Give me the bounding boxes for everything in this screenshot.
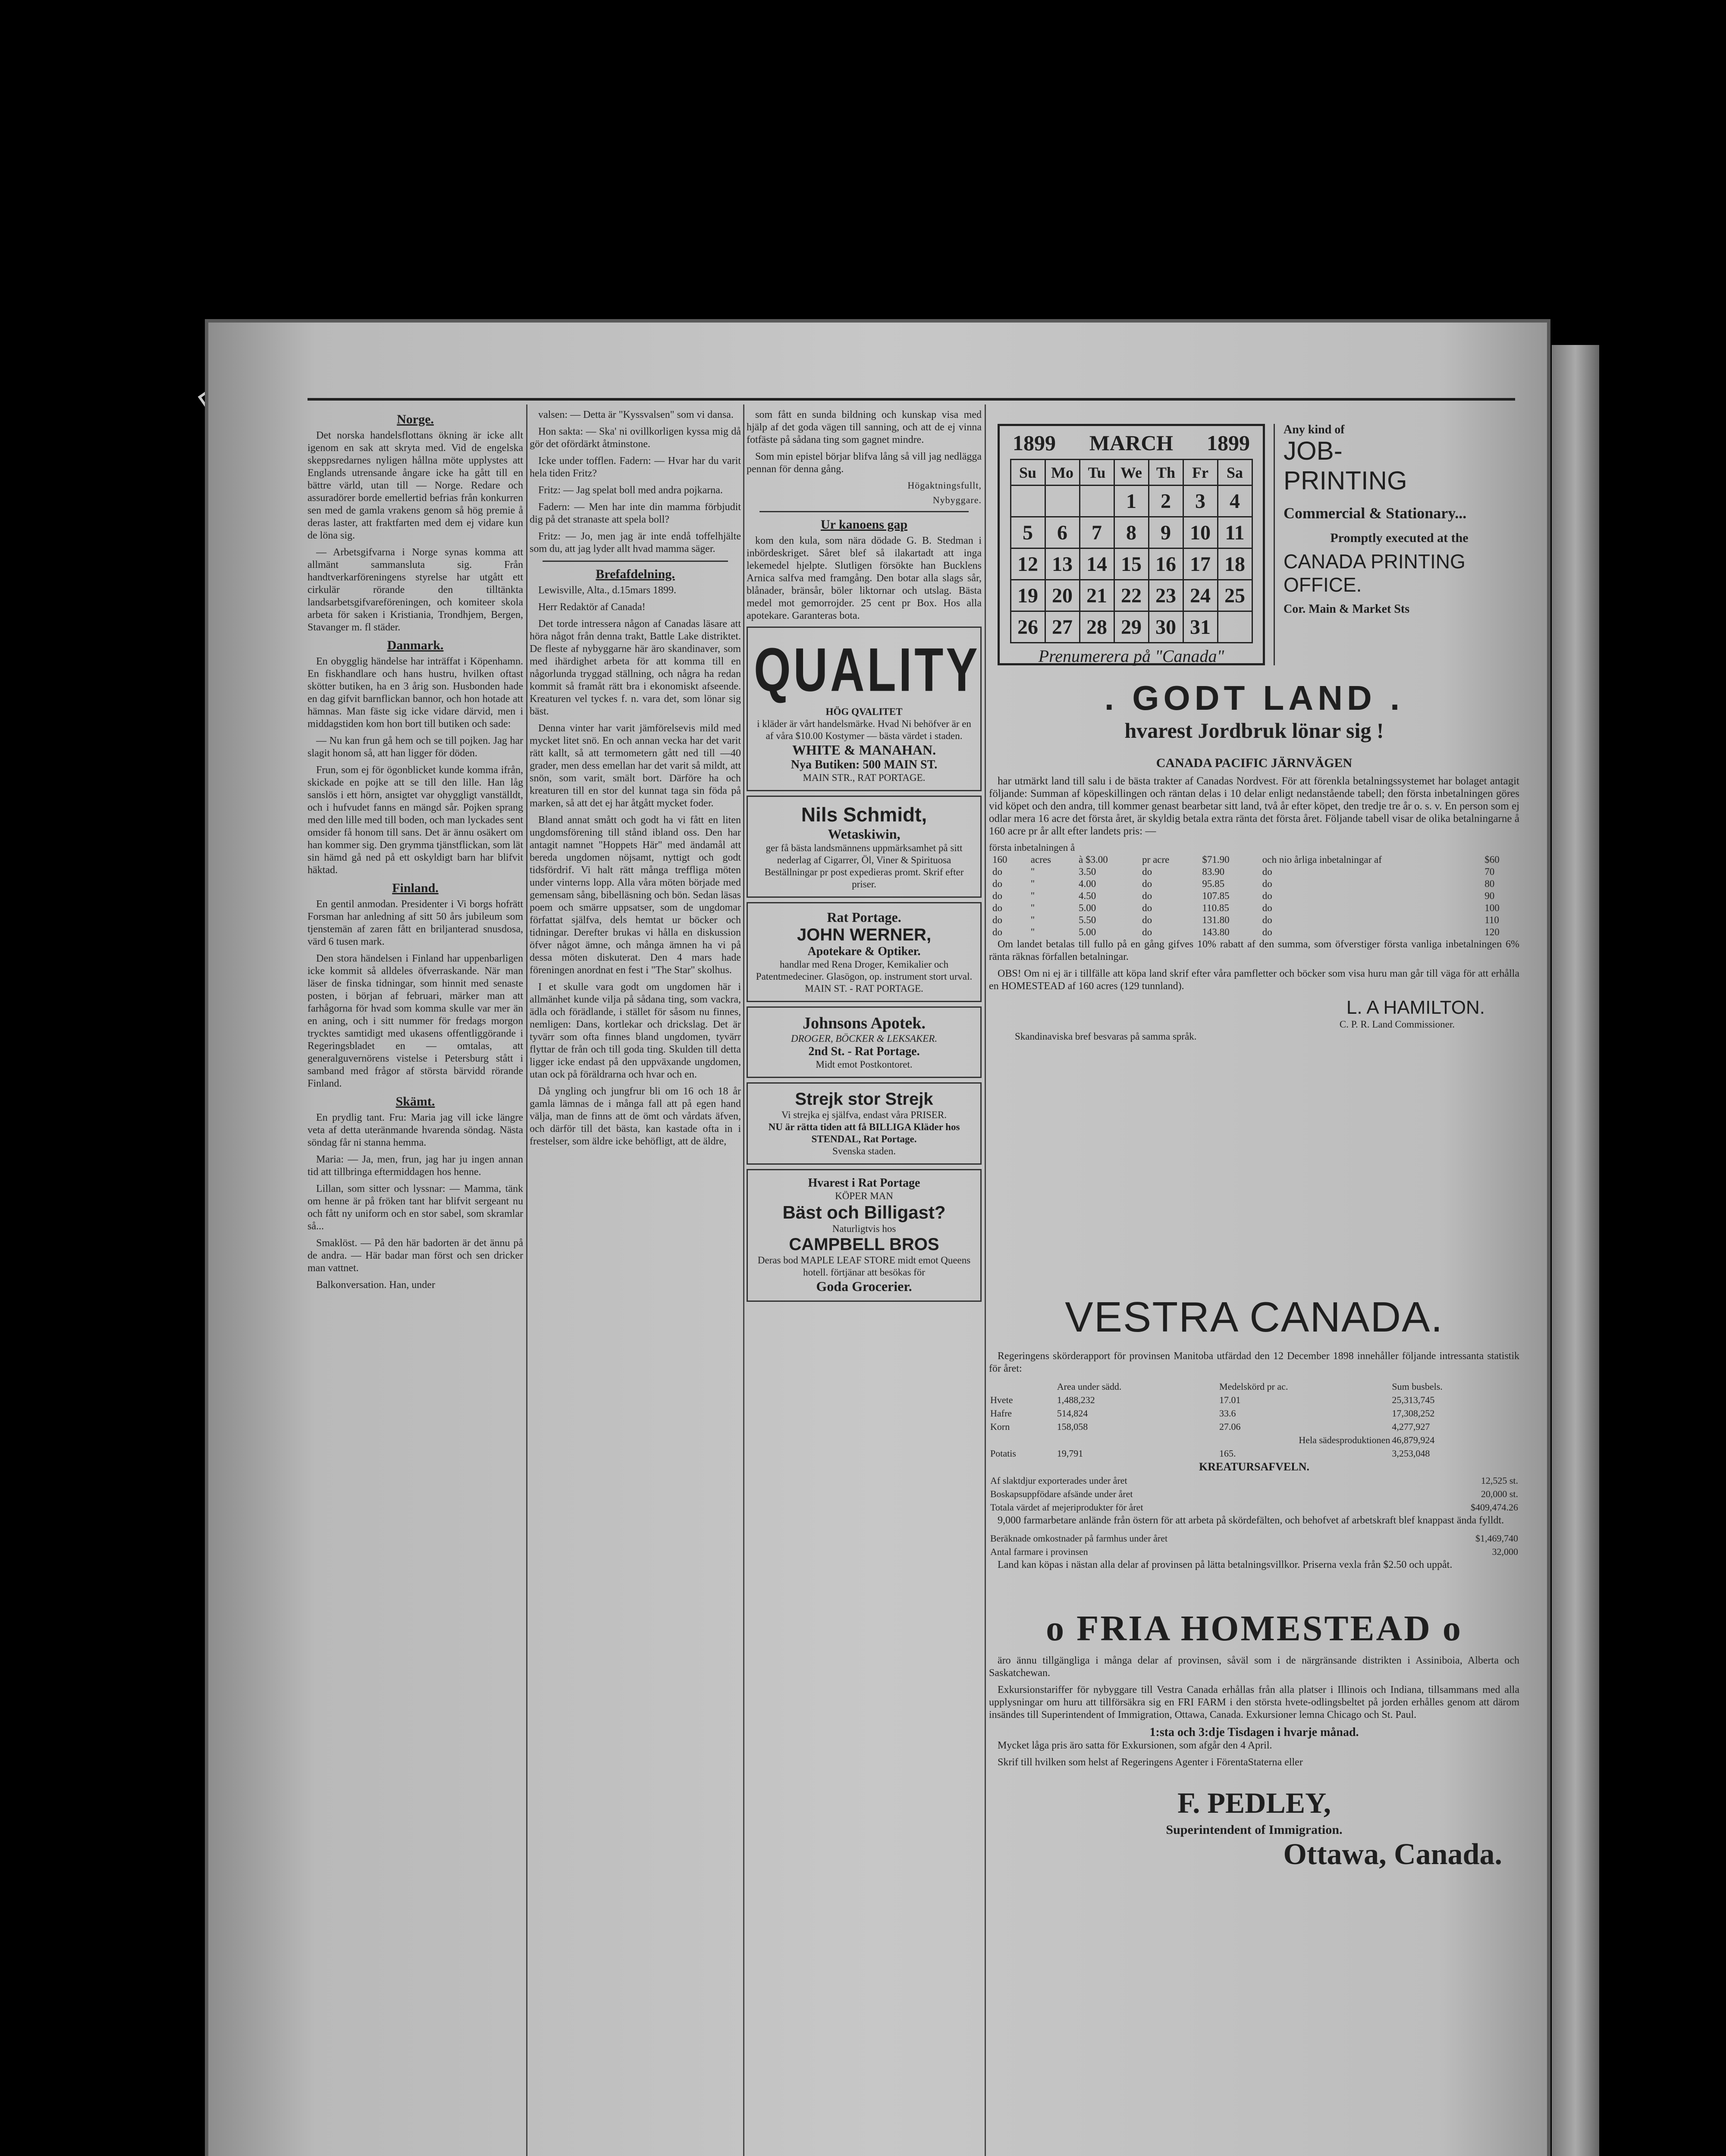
arnica-ad: kom den kula, som nära dödade G. B. Stedman i inbördeskriget. Såret blef så ilakartadt att inga lekemedel hjelpte. Slutligen försökte han Bucklens Arnica salfva med framgång. Den botar alla slags sår, blånader, bränsår, böler liktornar och utslag. Bästa medel mot gemorrojder. 25 cent pr Box. Hos alla apotekare. Garanteras bota. <box>747 535 982 621</box>
cell: 3,253,048 <box>1392 1448 1430 1459</box>
skamt-text-3: Lillan, som sitter och lyssnar: — Mamma, tänk om henne är på fröken tant har blifvit sergeant nu och fått ny uniform och en stor sabel, som skramlar så... <box>308 1183 523 1232</box>
brefafdelning-heading: Brefafdelning. <box>596 567 675 581</box>
top-rule <box>308 398 1515 401</box>
bast-billigast: Bäst och Billigast? <box>782 1202 946 1222</box>
vestra-title: VESTRA CANADA. <box>1065 1293 1444 1341</box>
letter-cont-1: som fått en sunda bildning och kunskap visa med hjälp af det goda vägen till sanning, och att de ej vinna fotfäste på sådana ting som gagnet mindre. <box>747 409 982 445</box>
column-3 <box>747 409 982 1306</box>
vestra-intro: Regeringens skörderapport för provinsen Manitoba utfärdad den 12 December 1898 innehåller följande intressanta statistik för året: <box>989 1351 1519 1374</box>
skamt-heading: Skämt. <box>395 1094 435 1109</box>
cell: 25,313,745 <box>1392 1395 1435 1405</box>
cell: do <box>1262 903 1272 913</box>
goda-grocerier: Goda Grocerier. <box>816 1279 912 1294</box>
calendar-day-header-row <box>1010 460 1252 486</box>
cell: 143.80 <box>1202 927 1230 937</box>
naturligtvis: Naturligtvis hos <box>832 1223 896 1234</box>
joke-line-4: Fritz: — Jag spelat boll med andra pojkarna. <box>538 485 723 496</box>
calendar-day: 8 <box>1114 517 1149 548</box>
cell: do <box>1142 878 1152 889</box>
cell: " <box>1030 878 1035 889</box>
finland-article-2: Den stora händelsen i Finland har uppenbarligen icke kommit så alldeles öfverraskande. När man läser de finska tidningar, som hinnit med senaste posten, i början af februari, märker man att farhågorna för hvad som komma skulle var mer än en aning, och i sitt nummer för fredags morgon trycktes samtidigt med ukasens offentliggörande i Regeringsbladet en — omtalas, att generalguvernörens vistelse i Petersburg stått i samband med frågor af största bärvidd rörande Finland. <box>308 953 523 1089</box>
danmark-article-3: Frun, som ej för ögonblicket kunde komma ifrån, skickade en pojke att se till den lille. Han låg sanslös i ett hörn, ansigtet var ohyggligt vanställdt, och i hufvudet fanns en mängd sår. Pojken sprang med den lille med till boden, och man lyckades sent omsider få honom till sans. Det är ännu osäkert om han kommer sig. Den grymma tjänstflickan, som lät sin hämd gå ned på ett oskyldigt barn har blifvit häktad. <box>308 765 523 876</box>
white-manahan: WHITE & MANAHAN. <box>792 742 936 758</box>
cell: 160 <box>992 854 1007 865</box>
cell: 131.80 <box>1202 915 1230 925</box>
job-l5: Promptly executed at the <box>1330 531 1469 545</box>
cell: Area under sädd. <box>1057 1381 1122 1392</box>
calendar-month: MARCH <box>1089 431 1174 455</box>
cell: 80 <box>1484 878 1495 889</box>
cell: " <box>1030 915 1035 925</box>
job-l7: Cor. Main & Market Sts <box>1284 602 1410 616</box>
strejk-ad <box>747 1082 982 1165</box>
campbell-text: Deras bod MAPLE LEAF STORE midt emot Queens hotell. förtjänar att besökas för <box>757 1255 971 1278</box>
payment-row <box>989 854 1519 866</box>
calendar-day: 24 <box>1183 580 1218 611</box>
calendar-day: 20 <box>1045 580 1080 611</box>
cell: 17.01 <box>1219 1395 1241 1405</box>
cell: $60 <box>1484 854 1500 865</box>
letter-body-2: Denna vinter har varit jämförelsevis mild med mycket litet snö. En och annan vecka har det varit rätt kallt, så att termometern gått ned till —40 grader, men dess emellan har det varit så mildt, att snön, som varit, smält bort. Därföre ha och kreaturen till en stor del kunnat taga sin föda på marken, så att det ej har åtgått mycket foder. <box>530 723 741 809</box>
nils-text: ger få bästa landsmännens uppmärksamhet på sitt nederlag af Cigarrer, Öl, Viner & Spirituosa <box>766 843 963 865</box>
cell: " <box>1030 927 1035 937</box>
cell: à $3.00 <box>1078 854 1108 865</box>
cell: do <box>992 866 1002 877</box>
campbell-name: CAMPBELL BROS <box>789 1235 939 1254</box>
fria-title: o FRIA HOMESTEAD o <box>1046 1608 1462 1648</box>
letter-place-date: Lewisville, Alta., d.15mars 1899. <box>538 585 676 596</box>
cell: 110.85 <box>1202 903 1229 913</box>
cell: 4.50 <box>1078 890 1096 901</box>
joke-line-1: valsen: — Detta är "Kyssvalsen" som vi dansa. <box>538 409 734 420</box>
calendar-day: 31 <box>1183 611 1218 643</box>
fria-text-2: Exkursionstariffer för nybyggare till Vestra Canada erhållas från alla platser i Illinois och Indiana, tillsammans med alla upplysningar om huru att tillförsäkra sig en FRI FARM i den största hvete-odlingsbeltet på jorden erhålles genom att därom insändes till Superintendent of Immigration, Ottawa, Canada. Exkursioner lemna Chicago och St. Paul. <box>989 1684 1519 1720</box>
column-4 <box>989 409 1519 2156</box>
wm-address-2: MAIN STR., RAT PORTAGE. <box>803 772 926 783</box>
cell: do <box>992 927 1002 937</box>
johnsons-name: Johnsons Apotek. <box>802 1014 926 1032</box>
johnsons-text: DROGER, BÖCKER & LEKSAKER. <box>791 1033 938 1044</box>
cell: 32,000 <box>1492 1546 1518 1557</box>
calendar-day: 27 <box>1045 611 1080 643</box>
calendar-day: 17 <box>1183 548 1218 580</box>
column-rule-3 <box>985 404 986 2156</box>
cell: do <box>992 890 1002 901</box>
joke-line-5: Fadern: — Men har inte din mamma förbjudit dig på det stranaste att spela boll? <box>530 501 741 525</box>
crop-total <box>990 1434 1519 1446</box>
cell: Medelskörd pr ac. <box>1219 1381 1288 1392</box>
cell: do <box>992 903 1002 913</box>
calendar-week <box>1010 517 1252 548</box>
cell: $1,469,740 <box>1475 1533 1518 1544</box>
calendar-day: 11 <box>1218 517 1252 548</box>
calendar-day: 13 <box>1045 548 1080 580</box>
job-l3: PRINTING <box>1284 466 1407 495</box>
column-1 <box>308 409 523 1296</box>
cell: do <box>1262 878 1272 889</box>
calendar-day: 5 <box>1010 517 1045 548</box>
vestra-canada-ad <box>989 1293 1519 1576</box>
ottawa-canada: Ottawa, Canada. <box>1283 1838 1502 1871</box>
strejk-title: Strejk stor Strejk <box>795 1090 933 1109</box>
calendar-day: 19 <box>1010 580 1045 611</box>
cell: 90 <box>1484 890 1495 901</box>
pedley-title: Superintendent of Immigration. <box>1166 1823 1343 1837</box>
cell: 12,525 st. <box>1481 1475 1518 1486</box>
cell: do <box>992 915 1002 925</box>
letter-sign-1: Högaktningsfullt, <box>907 480 982 491</box>
job-l6: CANADA PRINTING OFFICE. <box>1284 550 1466 596</box>
cell: och nio årliga inbetalningar af <box>1262 854 1382 865</box>
letter-body-1: Det torde intressera någon af Canadas läsare att höra något från denna trakt, Battle Lake distriktet. De fleste af nybyggarne här äro skandinaver, som med ihärdighet arbeta för att komma till en någorlunda tryggad ställning, och några ha redan kommit så framåt rätt bra i ekonomiskt afseende. Kreaturen vel tyckes f. n. vara det, som lönar sig bäst. <box>530 618 741 717</box>
cell: 95.85 <box>1202 878 1225 889</box>
quality-subhead: HÖG QVALITET <box>825 706 903 717</box>
cell: acres <box>1030 854 1051 865</box>
payment-row <box>989 926 1519 938</box>
cell: 83.90 <box>1202 866 1225 877</box>
strejk-text-2: NU är rätta tiden att få BILLIGA Kläder hos STENDAL, Rat Portage. <box>768 1122 960 1144</box>
kreatur-heading: KREATURSAFVELN. <box>1199 1460 1309 1473</box>
calendar-day: 16 <box>1149 548 1183 580</box>
crop-table <box>989 1379 1519 1460</box>
column-rule-1 <box>526 404 527 2156</box>
calendar-year-left: 1899 <box>1013 431 1056 455</box>
calendar-day: 4 <box>1218 486 1252 517</box>
godt-land-ad <box>989 678 1519 1043</box>
fria-homestead-ad <box>989 1608 1519 1872</box>
first-payment-label: första inbetalningen å <box>989 842 1075 853</box>
cell: 5.00 <box>1078 927 1096 937</box>
cost-table <box>989 1531 1519 1559</box>
kanoens-heading: Ur kanoens gap <box>820 517 908 532</box>
calendar-day: 2 <box>1149 486 1183 517</box>
hamilton-sign: L. A HAMILTON. <box>1346 997 1485 1018</box>
cell: do <box>1262 927 1272 937</box>
day-head: Fr <box>1183 460 1218 486</box>
nils-name: Nils Schmidt, <box>801 803 927 826</box>
finland-heading: Finland. <box>392 881 439 895</box>
joke-line-3: Icke under tofflen. Fadern: — Hvar har du varit hela tiden Fritz? <box>530 455 741 479</box>
excursion-dates: 1:sta och 3:dje Tisdagen i hvarje månad. <box>1149 1726 1359 1739</box>
cell: 4,277,927 <box>1392 1421 1430 1432</box>
fria-text-4: Skrif till hvilken som helst af Regeringens Agenter i FörentaStaterna eller <box>998 1757 1303 1768</box>
cell: 4.00 <box>1078 878 1096 889</box>
calendar-footer: Prenumerera på "Canada" <box>1038 646 1224 666</box>
danmark-article-2: — Nu kan frun gå hem och se till pojken. Jag har slagit honom så, att han ligger för döden. <box>308 735 523 759</box>
cell: do <box>1142 903 1152 913</box>
payment-row <box>989 902 1519 914</box>
cell: do <box>1142 915 1152 925</box>
letter-sign-2: Nybyggare. <box>932 495 982 505</box>
john-werner-ad <box>747 902 982 1002</box>
johnsons-apotek-ad <box>747 1006 982 1078</box>
column-2 <box>530 409 741 1152</box>
skamt-text-5: Balkonversation. Han, under <box>316 1279 435 1291</box>
letter-body-4: I et skulle vara godt om ungdomen här i allmänhet kunde vilja på sådana ting, som vackra, ädla och förädlande, i stället för såsom nu finnes, nemligen: Dans, kortlekar och drickslag. Det är tyvärr som ofta finnes bland ungdomen, tyvärr flyttar de från och till goda ting. Skulden till detta ligger icke endast på den uppväxande ungdomen, utan ock på föräldrarna och hvar och en. <box>530 981 741 1080</box>
kopa-label: KÖPER MAN <box>835 1191 893 1201</box>
jw-name: JOHN WERNER, <box>797 925 932 944</box>
livestock-row <box>990 1474 1519 1487</box>
cell <box>990 1380 1056 1393</box>
cell: Antal farmare i provinsen <box>990 1546 1088 1557</box>
skamt-text-2: Maria: — Ja, men, frun, jag har ju ingen annan tid att tillbringa eftermiddagen hos henne. <box>308 1154 523 1178</box>
cell: 3.50 <box>1078 866 1096 877</box>
calendar-day <box>1218 611 1252 643</box>
skandinaviska-note: Skandinaviska bref besvaras på samma språk. <box>1015 1031 1197 1042</box>
job-l2: JOB- <box>1284 436 1343 465</box>
day-head: Mo <box>1045 460 1080 486</box>
calendar-week <box>1010 548 1252 580</box>
potato-row <box>990 1447 1519 1460</box>
calendar-grid <box>1010 459 1253 643</box>
calendar-day <box>1080 486 1114 517</box>
job-l4: Commercial & Stationary... <box>1284 505 1467 522</box>
cell: 158,058 <box>1057 1421 1088 1432</box>
payment-row <box>989 866 1519 878</box>
quality-wordmark: QUALITY <box>754 635 980 705</box>
joke-line-2: Hon sakta: — Ska' ni ovillkorligen kyssa mig då gör det ofördärkt åtminstone. <box>530 426 741 450</box>
calendar-header <box>1004 430 1258 459</box>
cost-row <box>990 1532 1519 1545</box>
cell: 110 <box>1484 915 1499 925</box>
calendar-day: 22 <box>1114 580 1149 611</box>
calendar-day: 18 <box>1218 548 1252 580</box>
cell: Beräknade omkostnader på farmhus under året <box>990 1533 1168 1544</box>
payment-row <box>989 914 1519 926</box>
crop-row <box>990 1420 1519 1433</box>
calendar-week <box>1010 580 1252 611</box>
quality-text: i kläder är vårt handelsmärke. Hvad Ni behöfver är en af våra $10.00 Kostymer — bästa värdet i staden. <box>757 718 971 741</box>
calendar-day: 6 <box>1045 517 1080 548</box>
calendar-day: 14 <box>1080 548 1114 580</box>
hamilton-title: C. P. R. Land Commissioner. <box>1339 1019 1455 1030</box>
cell: 514,824 <box>1057 1408 1088 1419</box>
cell: $71.90 <box>1202 854 1230 865</box>
calendar-day: 30 <box>1149 611 1183 643</box>
cell: Korn <box>990 1421 1010 1432</box>
cell: 70 <box>1484 866 1495 877</box>
calendar-week <box>1010 611 1252 643</box>
danmark-heading: Danmark. <box>387 638 444 652</box>
finland-article: En gentil anmodan. Presidenter i Vi borgs hofrätt Forsman har anledning af sitt 50 års jubileum som tjenstemän af zaren fått en briljanterad snusdosa, värd 6 tusen mark. <box>308 899 523 947</box>
campbell-bros-ad <box>747 1169 982 1302</box>
nils-town: Wetaskiwin, <box>828 826 901 842</box>
cell: 5.50 <box>1078 915 1096 925</box>
jw-address: MAIN ST. - RAT PORTAGE. <box>805 983 923 994</box>
cell: " <box>1030 890 1035 901</box>
calendar-day: 28 <box>1080 611 1114 643</box>
johnsons-address: 2nd St. - Rat Portage. <box>808 1045 920 1058</box>
cost-row <box>990 1545 1519 1558</box>
strejk-text: Vi strejka ej själfva, endast våra PRISER. <box>781 1109 947 1120</box>
cell: Hela sädesproduktionen <box>1299 1435 1390 1445</box>
fria-text-3: Mycket låga pris äro satta för Exkursionen, som afgår den 4 April. <box>998 1740 1272 1751</box>
godt-sub: hvarest Jordbruk lönar sig ! <box>1124 718 1384 743</box>
calendar-day: 3 <box>1183 486 1218 517</box>
calendar-day: 15 <box>1114 548 1149 580</box>
calendar-day: 1 <box>1114 486 1149 517</box>
danmark-article: En obygglig händelse har inträffat i Köpenhamn. En fiskhandlare och hans hustru, hvilken oftast skötter butiken, ha en 3 årig son. Husbonden hade en dag gifvit barnflickan bannor, och hon hotade att hämnas. Man fäste sig icke vidare därvid, men i middagstiden kom hon bort till butiken och sade: <box>308 656 523 730</box>
job-printing-ad <box>1274 424 1515 665</box>
nils-schmidt-ad <box>747 796 982 898</box>
cell: do <box>1142 890 1152 901</box>
cell: do <box>1142 866 1152 877</box>
cell: Sum busbels. <box>1392 1381 1443 1392</box>
norge-article: Det norska handelsflottans ökning är icke allt igenom en sak att skryta med. Vid de engelska skeppsredarnes nyligen hållna möte upplystes att Englands utrensande ångare icke ha gått till en bättre värld, utan till — Norge. Redare och assuradörer borde emellertid befrias från konkurren sen med de gamla vrakens genom så hög premie å deras laster, att fraktfarten med dem ej vidare kun de löna sig. <box>308 430 523 541</box>
calendar-day: 7 <box>1080 517 1114 548</box>
obs-text: OBS! Om ni ej är i tillfälle att köpa land skrif efter våra pamfletter och böcker som visa huru man går till väga för att erhålla en HOMESTEAD af 160 acres (129 tunnland). <box>989 968 1519 992</box>
cell: 5.00 <box>1078 903 1096 913</box>
wm-address: Nya Butiken: 500 MAIN ST. <box>791 758 938 771</box>
cell: $409,474.26 <box>1471 1502 1518 1513</box>
cell: " <box>1030 903 1035 913</box>
letter-body-3: Bland annat smått och godt ha vi fått en liten ungdomsförening till stånd ibland oss. Den har antagit namnet "Hoppets Här" med ändamål att bereda ungdomen nöjsamt, nyttigt och godt tidsfördrif. Vi halt rätt många treffliga möten under vinterns lopp. Alla våra möten började med gemensam sång, bibelläsning och bön. Sedan läsas poem och smärre uppsatser, som de ungdomar författat själfva, dels hemtat ur böcker och tidningar. Derefter brukas vi hålla en diskussion öfver något ämne, och många ämnen ha vi på dessa möten diskuterat. Den 4 mars hade föreningen anordnat en fest i "The Star" skolhus. <box>530 815 741 976</box>
newspaper-page <box>205 319 1550 2156</box>
livestock-row <box>990 1501 1519 1514</box>
cell: 1,488,232 <box>1057 1395 1095 1405</box>
cell: do <box>1262 915 1272 925</box>
farmarbetare-text: 9,000 farmarbetare anlände från östern för att arbeta på skördefälten, och behofvet af arbetskraft blef knappast ända fylldt. <box>998 1515 1504 1526</box>
day-head: Su <box>1010 460 1045 486</box>
day-head: Th <box>1149 460 1183 486</box>
calendar-day <box>1045 486 1080 517</box>
payment-row <box>989 890 1519 902</box>
payment-table <box>989 854 1519 938</box>
cell: do <box>1262 866 1272 877</box>
cell: 20,000 st. <box>1481 1489 1518 1499</box>
cell: Potatis <box>990 1448 1016 1459</box>
rat-portage-label: Rat Portage. <box>827 909 901 925</box>
day-head: We <box>1114 460 1149 486</box>
calendar-day: 29 <box>1114 611 1149 643</box>
calendar-day <box>1010 486 1045 517</box>
fria-text: äro ännu tillgängliga i många delar af provinsen, såväl som i de närgränsande distrikten i Assiniboia, Alberta och Saskatchewan. <box>989 1655 1519 1679</box>
livestock-table <box>989 1473 1519 1514</box>
calendar-day: 23 <box>1149 580 1183 611</box>
godt-title: . GODT LAND . <box>1104 679 1404 717</box>
cell: do <box>1262 890 1272 901</box>
strejk-text-3: Svenska staden. <box>832 1146 896 1156</box>
separator <box>759 511 969 512</box>
page-edge-shadow <box>1552 345 1599 2156</box>
letter-greeting: Herr Redaktör af Canada! <box>538 602 646 613</box>
cell: 17,308,252 <box>1392 1408 1435 1419</box>
column-rule-2 <box>743 404 744 2156</box>
letter-cont-2: Som min epistel börjar blifva lång så vill jag nedlägga pennan för denna gång. <box>747 451 982 475</box>
calendar-day: 26 <box>1010 611 1045 643</box>
nils-text-2: Beställningar pr post expedieras promt. Skrif efter priser. <box>764 867 964 890</box>
calendar-day: 9 <box>1149 517 1183 548</box>
cell: 100 <box>1484 903 1500 913</box>
cell: do <box>1142 927 1152 937</box>
calendar-day: 21 <box>1080 580 1114 611</box>
norge-heading: Norge. <box>397 412 434 426</box>
rabatt-text: Om landet betalas till fullo på en gång gifves 10% rabatt af den summa, som öfverstiger första vanliga inbetalningen 6% ränta räknas förfallen betalningar. <box>989 939 1519 962</box>
jw-sub: Apotekare & Optiker. <box>807 945 921 958</box>
cell: 120 <box>1484 927 1500 937</box>
calendar-week <box>1010 486 1252 517</box>
crop-row <box>990 1407 1519 1420</box>
cell: 33.6 <box>1219 1408 1236 1419</box>
skamt-text-4: Smaklöst. — På den här badorten är det ännu på de andra. — Här badar man först och sen dricker man vattnet. <box>308 1238 523 1274</box>
payment-row <box>989 878 1519 890</box>
cell: 19,791 <box>1057 1448 1083 1459</box>
crop-header <box>990 1380 1519 1393</box>
cell: 27.06 <box>1219 1421 1241 1432</box>
cell: 46,879,924 <box>1392 1435 1435 1445</box>
joke-line-6: Fritz: — Jo, men jag är inte endå toffelhjälte som du, att jag lyder allt hvad mamma säger. <box>530 531 741 555</box>
hvarest-label: Hvarest i Rat Portage <box>808 1176 920 1190</box>
cell: Hvete <box>990 1395 1013 1405</box>
cell: pr acre <box>1142 854 1170 865</box>
job-l1: Any kind of <box>1284 423 1345 436</box>
skamt-text: En prydlig tant. Fru: Maria jag vill icke längre veta af detta uteränmande hvarenda söndag. Nästa söndag får ni stanna hemma. <box>308 1112 523 1148</box>
crop-row <box>990 1394 1519 1406</box>
calendar-day: 25 <box>1218 580 1252 611</box>
cell: Totala värdet af mejeriprodukter för året <box>990 1502 1143 1513</box>
cell: 107.85 <box>1202 890 1230 901</box>
jw-text: handlar med Rena Droger, Kemikalier och Patentmedeciner. Glasögon, op. instrument stort urval. <box>756 959 973 982</box>
cell: Af slaktdjur exporterades under året <box>990 1475 1127 1486</box>
livestock-row <box>990 1488 1519 1500</box>
cpr-text: har utmärkt land till salu i de bästa trakter af Canadas Nordvest. För att förenkla betalningssystemet har bolaget antagit följande: Summan af köpeskillingen och räntan delas i 10 delar enligt nedanstående tabell; den första inbetalningen göres vid köpet och den andra, till kommer genast bearbetar sitt land, två år efter köpet, den tredje tre år o. s. v. En person som ej odlar mera 16 acre det första året, är skyldig betala extra ränta det första året. Följande tabell visar de olika betalningarne å 160 acre pr år allt efter landets pris: — <box>989 775 1519 837</box>
quality-ad <box>747 627 982 791</box>
calendar-day: 10 <box>1183 517 1218 548</box>
calendar-day: 12 <box>1010 548 1045 580</box>
day-head: Sa <box>1218 460 1252 486</box>
norge-article-2: — Arbetsgifvarna i Norge synas komma att allmänt sammansluta sig. Från handtverkarföreningens styrelse har utgått ett cirkulär rörande den tilltänkta landsarbetsgifvareföreningen, och komiteer skola arbeta för saken i Kristiania, Trondhjem, Bergen, Stavanger m. fl städer. <box>308 547 523 633</box>
cell: Hafre <box>990 1408 1012 1419</box>
cpr-heading: CANADA PACIFIC JÄRNVÄGEN <box>1156 756 1353 770</box>
day-head: Tu <box>1080 460 1114 486</box>
cell: " <box>1030 866 1035 877</box>
johnsons-address-2: Midt emot Postkontoret. <box>816 1059 913 1070</box>
cell: 165. <box>1219 1448 1236 1459</box>
pedley-name: F. PEDLEY, <box>1177 1786 1331 1819</box>
cell: do <box>992 878 1002 889</box>
separator <box>543 561 728 562</box>
calendar-year-right: 1899 <box>1206 431 1250 455</box>
land-price-text: Land kan köpas i nästan alla delar af provinsen på lätta betalningsvillkor. Priserna vexla från $2.50 och uppåt. <box>998 1559 1453 1570</box>
letter-body-5: Då yngling och jungfrur bli om 16 och 18 år gamla lämnas de i många fall att på egen hand välja, man de finns att de ömt och vårdats äfven, och därför till det bästa, kan kastade ofta in i frestelser, som äldre icke behöfligt, att de äldre, <box>530 1086 741 1147</box>
calendar-box <box>998 424 1265 665</box>
cell: Boskapsuppfödare afsände under året <box>990 1489 1133 1499</box>
